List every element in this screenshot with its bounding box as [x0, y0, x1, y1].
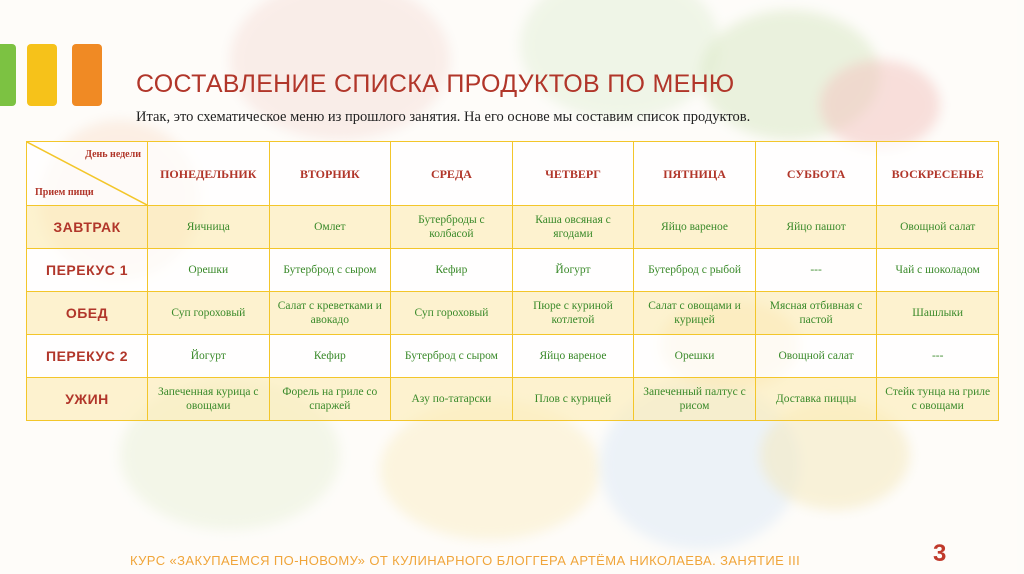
menu-cell: Салат с овощами и курицей [634, 292, 756, 335]
menu-cell: Суп гороховый [391, 292, 513, 335]
menu-cell: Мясная отбивная с пастой [755, 292, 877, 335]
menu-cell: Доставка пиццы [755, 378, 877, 421]
menu-cell: Азу по-татарски [391, 378, 513, 421]
menu-cell: Яйцо пашот [755, 206, 877, 249]
menu-cell: Овощной салат [877, 206, 999, 249]
menu-cell: Запеченная курица с овощами [148, 378, 270, 421]
table-row [27, 249, 999, 292]
menu-cell: --- [877, 335, 999, 378]
table-row [27, 206, 999, 249]
day-header: ЧЕТВЕРГ [512, 142, 634, 206]
day-header: СРЕДА [391, 142, 513, 206]
slide-subtitle: Итак, это схематическое меню из прошлого занятия. На его основе мы составим список продуктов. [136, 109, 751, 125]
corner-meal-label: Прием пищи [35, 187, 94, 198]
menu-cell: Стейк тунца на гриле с овощами [877, 378, 999, 421]
meal-label: УЖИН [27, 378, 148, 421]
menu-cell: Плов с курицей [512, 378, 634, 421]
slide-title: СОСТАВЛЕНИЕ СПИСКА ПРОДУКТОВ ПО МЕНЮ [136, 70, 735, 98]
day-header: ВОСКРЕСЕНЬЕ [877, 142, 999, 206]
menu-cell: Чай с шоколадом [877, 249, 999, 292]
menu-cell: Орешки [634, 335, 756, 378]
menu-cell: Яйцо вареное [634, 206, 756, 249]
meal-label: ПЕРЕКУС 2 [27, 335, 148, 378]
meal-label: ОБЕД [27, 292, 148, 335]
menu-cell: Каша овсяная с ягодами [512, 206, 634, 249]
page-number: 3 [933, 540, 947, 567]
day-header: ПЯТНИЦА [634, 142, 756, 206]
corner-day-label: День недели [85, 149, 141, 160]
day-header: ВТОРНИК [269, 142, 391, 206]
menu-cell: Овощной салат [755, 335, 877, 378]
day-header: ПОНЕДЕЛЬНИК [148, 142, 270, 206]
course-footer: КУРС «ЗАКУПАЕМСЯ ПО-НОВОМУ» ОТ КУЛИНАРНОГО БЛОГГЕРА АРТЁМА НИКОЛАЕВА. ЗАНЯТИЕ III [130, 553, 801, 568]
menu-cell: Бутерброды с колбасой [391, 206, 513, 249]
menu-cell: Орешки [148, 249, 270, 292]
accent-bar-orange [72, 44, 102, 106]
menu-cell: Бутерброд с сыром [269, 249, 391, 292]
menu-cell: Запеченный палтус с рисом [634, 378, 756, 421]
menu-cell: Бутерброд с рыбой [634, 249, 756, 292]
menu-cell: Йогурт [148, 335, 270, 378]
menu-cell: Яйцо вареное [512, 335, 634, 378]
menu-cell: Форель на гриле со спаржей [269, 378, 391, 421]
accent-bar-green [0, 44, 16, 106]
menu-cell: Яичница [148, 206, 270, 249]
table-row [27, 292, 999, 335]
menu-cell: Бутерброд с сыром [391, 335, 513, 378]
day-header: СУББОТА [755, 142, 877, 206]
menu-cell: Омлет [269, 206, 391, 249]
meal-label: ЗАВТРАК [27, 206, 148, 249]
menu-cell: Суп гороховый [148, 292, 270, 335]
menu-cell: Йогурт [512, 249, 634, 292]
menu-cell: Кефир [391, 249, 513, 292]
meal-label: ПЕРЕКУС 1 [27, 249, 148, 292]
menu-cell: --- [755, 249, 877, 292]
menu-cell: Салат с креветками и авокадо [269, 292, 391, 335]
table-row [27, 378, 999, 421]
table-row [27, 335, 999, 378]
menu-cell: Пюре с куриной котлетой [512, 292, 634, 335]
menu-cell: Шашлыки [877, 292, 999, 335]
table-corner-cell [27, 142, 148, 206]
menu-cell: Кефир [269, 335, 391, 378]
table-header-row [27, 142, 999, 206]
accent-bar-yellow [27, 44, 57, 106]
menu-table [26, 141, 999, 421]
